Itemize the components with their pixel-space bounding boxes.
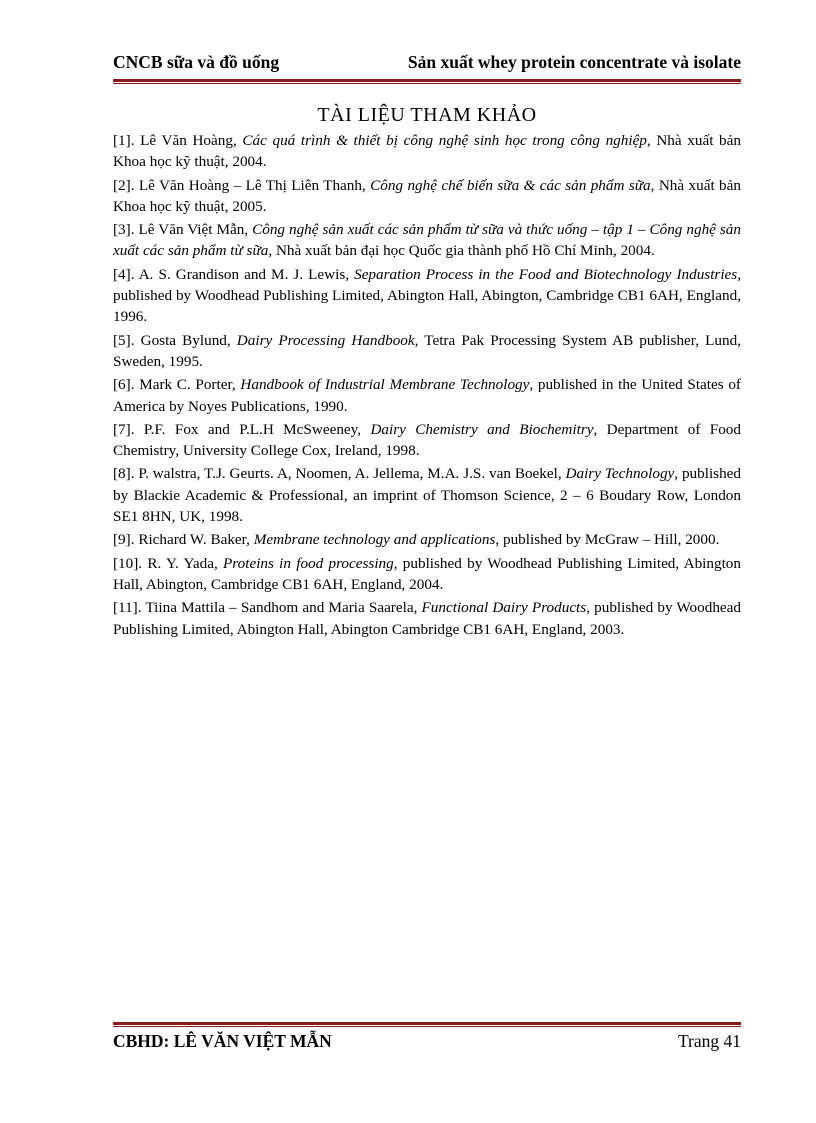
reference-item	[113, 553, 741, 596]
reference-publisher: , published by McGraw – Hill, 2000.	[495, 531, 720, 549]
page-number: Trang 41	[677, 1031, 741, 1051]
footer-supervisor: CBHD: LÊ VĂN VIỆT MẪN	[113, 1031, 332, 1051]
reference-item	[113, 330, 741, 373]
reference-number: [2].	[113, 176, 135, 194]
reference-title: Functional Dairy Products	[421, 599, 587, 617]
reference-number: [5].	[113, 331, 135, 349]
reference-item	[113, 374, 741, 417]
reference-publisher: , published by Blackie Academic & Professional, an imprint of Thomson Science, 2 – 6 Boudary Row, London SE1 8HN, UK, 1998.	[113, 465, 741, 526]
reference-number: [1].	[113, 132, 135, 149]
reference-item	[113, 529, 741, 550]
reference-item	[113, 597, 741, 640]
reference-publisher: , Nhà xuất bản Khoa học kỹ thuật, 2004.	[113, 132, 741, 171]
footer-divider	[113, 1022, 741, 1028]
reference-publisher: , Nhà xuất bản đại học Quốc gia thành phố Hồ Chí Minh, 2004.	[268, 242, 655, 260]
reference-publisher: , published by Woodhead Publishing Limited, Abington Hall, Abington Cambridge CB1 6AH, England, 2003.	[113, 599, 741, 638]
reference-number: [8].	[113, 465, 135, 483]
reference-publisher: , published in the United States of America by Noyes Publications, 1990.	[113, 376, 741, 415]
reference-authors: Richard W. Baker,	[134, 531, 254, 549]
reference-number: [10].	[113, 554, 143, 572]
reference-authors: Lê Văn Hoàng	[134, 132, 233, 149]
reference-title: Công nghệ chế biến sữa & các sản phẩm sữa	[370, 176, 651, 194]
reference-number: [4].	[113, 265, 135, 283]
reference-item	[113, 463, 741, 527]
reference-item	[113, 264, 741, 328]
reference-publisher: , published by Woodhead Publishing Limited, Abington Hall, Abington, Cambridge CB1 6AH, England, 1996.	[113, 265, 741, 326]
reference-publisher: , Department of Food Chemistry, University College Cox, Ireland, 1998.	[113, 420, 741, 460]
reference-authors: Mark C. Porter,	[134, 376, 241, 394]
page-header	[113, 52, 741, 78]
reference-title: Membrane technology and applications	[253, 531, 496, 549]
reference-authors: P.F. Fox and P.L.H McSweeney,	[134, 420, 371, 438]
reference-item	[113, 419, 741, 462]
reference-authors: Gosta Bylund,	[134, 331, 237, 349]
reference-number: [7].	[113, 420, 135, 438]
reference-number: [9].	[113, 531, 135, 549]
reference-authors: Tiina Mattila – Sandhom and Maria Saarela,	[141, 599, 422, 617]
reference-title: Dairy Processing Handbook	[236, 331, 415, 349]
reference-authors: Lê Văn Hoàng – Lê Thị Liên Thanh,	[134, 176, 371, 194]
reference-publisher: , Tetra Pak Processing System AB publisher, Lund, Sweden, 1995.	[113, 331, 741, 370]
header-document-title: Sản xuất whey protein concentrate và isolate	[407, 52, 741, 72]
reference-authors: R. Y. Yada,	[142, 554, 224, 572]
reference-publisher: , Nhà xuất bản Khoa học kỹ thuật, 2005.	[113, 176, 741, 215]
page-title: TÀI LIỆU THAM KHẢO	[317, 104, 537, 126]
reference-title: Separation Process in the Food and Biotechnology Industries	[354, 265, 738, 283]
reference-item	[113, 175, 741, 218]
reference-title: Proteins in food processing	[223, 554, 394, 572]
reference-authors: Lê Văn Việt Mẫn,	[134, 221, 253, 239]
header-course-title: CNCB sữa và đồ uống	[113, 52, 280, 72]
reference-title: Handbook of Industrial Membrane Technology	[240, 376, 530, 394]
reference-title: Dairy Technology	[565, 465, 675, 483]
reference-item	[113, 130, 741, 173]
reference-publisher: , published by Woodhead Publishing Limited, Abington Hall, Abington, Cambridge CB1 6AH, England, 2004.	[113, 554, 741, 593]
reference-title: Công nghệ sản xuất các sản phẩm từ sữa và thức uống – tập 1 – Công nghệ sản xuất các sản phẩm từ sữa	[113, 221, 741, 260]
reference-authors: P. walstra, T.J. Geurts. A, Noomen, A. Jellema, M.A. J.S. van Boekel,	[134, 465, 566, 483]
reference-authors: A. S. Grandison and M. J. Lewis,	[134, 265, 355, 283]
reference-number: [6].	[113, 376, 135, 394]
reference-title: Dairy Chemistry and Biochemitry	[370, 420, 594, 438]
reference-title: , Các quá trình & thiết bị công nghệ sinh học trong công nghiệp	[232, 132, 647, 149]
header-divider	[113, 79, 741, 84]
page-footer	[113, 1031, 741, 1057]
reference-list	[113, 130, 741, 642]
reference-number: [3].	[113, 221, 135, 239]
reference-number: [11].	[113, 599, 142, 617]
reference-item	[113, 219, 741, 262]
